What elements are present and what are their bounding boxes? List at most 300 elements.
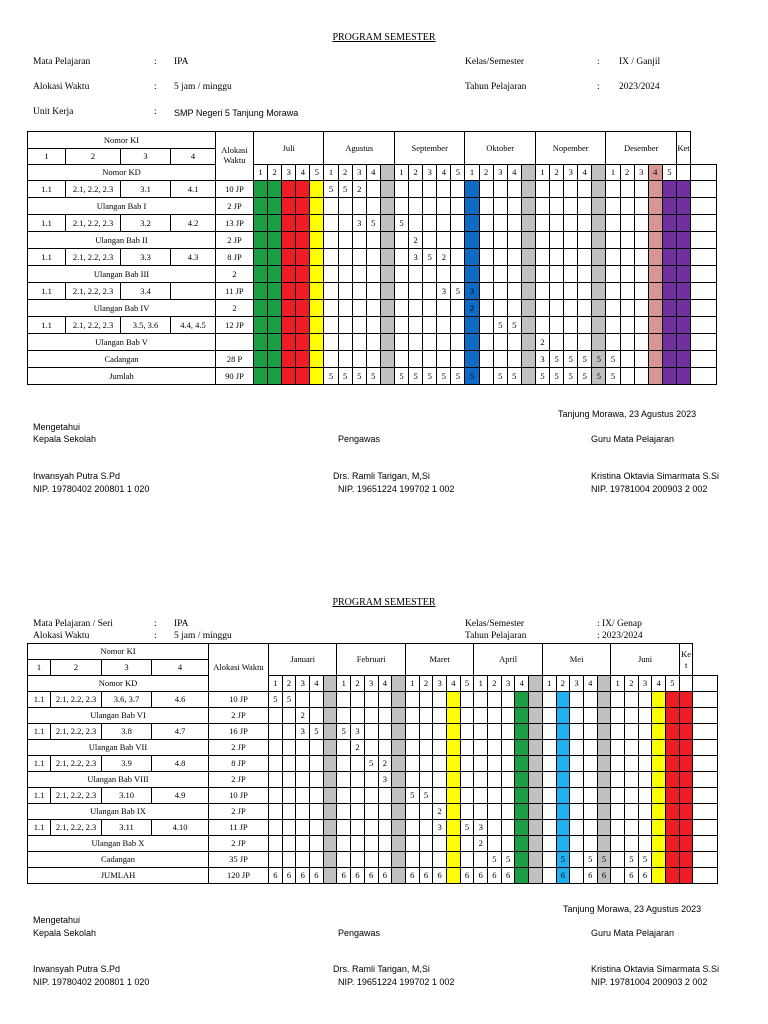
week-cell: [364, 708, 378, 724]
week-cell: [423, 334, 437, 351]
week-cell: 5: [366, 368, 380, 385]
ki3-cell: 3.10: [102, 788, 152, 804]
week-cell: [583, 756, 597, 772]
week-cell: [465, 181, 479, 198]
alokasi-cell: 2 JP: [209, 804, 269, 820]
week-number: 4: [366, 165, 380, 181]
week-cell: [451, 317, 465, 334]
week-cell: 5: [366, 215, 380, 232]
ki-col-header: 2: [51, 660, 102, 676]
table-row: [28, 181, 717, 198]
week-cell: [679, 772, 693, 788]
week-cell: [282, 836, 296, 852]
week-cell: [638, 740, 652, 756]
week-cell: 5: [597, 852, 611, 868]
week-cell: [564, 249, 578, 266]
week-cell: [648, 351, 662, 368]
week-cell: [364, 804, 378, 820]
week-cell: [338, 317, 352, 334]
week-cell: [625, 788, 639, 804]
week-cell: [606, 334, 620, 351]
week-cell: [437, 198, 451, 215]
table-row: [28, 249, 717, 266]
week-cell: 6: [488, 868, 502, 884]
week-cell: [451, 266, 465, 283]
ket-cell: [693, 772, 718, 788]
week-cell: [409, 300, 423, 317]
week-cell: [423, 317, 437, 334]
week-cell: [666, 804, 680, 820]
kepsek-name: Irwansyah Putra S.Pd: [33, 964, 121, 974]
week-cell: [507, 334, 521, 351]
week-number: 2: [620, 165, 634, 181]
week-cell: [366, 334, 380, 351]
week-cell: [507, 198, 521, 215]
ket-cell: [693, 804, 718, 820]
week-cell: [310, 708, 324, 724]
week-cell: [296, 334, 310, 351]
week-cell: 5: [338, 368, 352, 385]
week-cell: [338, 300, 352, 317]
week-cell: 5: [324, 181, 338, 198]
week-cell: 5: [606, 351, 620, 368]
week-cell: 5: [269, 692, 283, 708]
ket-cell: [691, 215, 717, 232]
week-cell: 5: [451, 283, 465, 300]
week-cell: [620, 266, 634, 283]
week-cell: [666, 836, 680, 852]
week-cell: [676, 368, 690, 385]
week-cell: [310, 351, 324, 368]
week-cell: [583, 836, 597, 852]
week-cell: [269, 788, 283, 804]
week-cell: 5: [405, 788, 419, 804]
week-cell: [323, 836, 337, 852]
week-cell: [620, 317, 634, 334]
week-cell: [542, 724, 556, 740]
alokasi-cell: 10 JP: [209, 692, 269, 708]
ki-col-header: 1: [28, 149, 66, 165]
month-header: Maret: [405, 644, 473, 676]
week-cell: [570, 772, 584, 788]
week-cell: [380, 198, 394, 215]
week-cell: [409, 215, 423, 232]
week-cell: 6: [433, 868, 447, 884]
week-cell: 6: [310, 868, 324, 884]
week-cell: [394, 249, 408, 266]
week-cell: [662, 215, 676, 232]
week-cell: [625, 692, 639, 708]
week-cell: [364, 724, 378, 740]
week-cell: [493, 266, 507, 283]
week-cell: [460, 836, 474, 852]
week-cell: [310, 215, 324, 232]
ki2-cell: 2.1, 2.2, 2.3: [66, 181, 121, 198]
week-cell: [507, 232, 521, 249]
week-cell: [529, 804, 543, 820]
ki4-cell: 4.7: [152, 724, 209, 740]
week-cell: [578, 283, 592, 300]
week-cell: [364, 820, 378, 836]
ket-cell: [691, 283, 717, 300]
table-row: [28, 198, 717, 215]
week-cell: [296, 788, 310, 804]
week-cell: [446, 836, 460, 852]
week-cell: 2: [352, 181, 366, 198]
week-cell: [323, 724, 337, 740]
week-number: 2: [488, 676, 502, 692]
week-cell: [597, 804, 611, 820]
week-cell: [515, 852, 529, 868]
ket-cell: [691, 181, 717, 198]
week-cell: [564, 181, 578, 198]
week-cell: [394, 198, 408, 215]
week-cell: [564, 300, 578, 317]
week-cell: [620, 368, 634, 385]
week-cell: [666, 820, 680, 836]
week-cell: 5: [352, 368, 366, 385]
week-cell: [550, 232, 564, 249]
week-cell: 6: [474, 868, 488, 884]
week-cell: [460, 692, 474, 708]
week-cell: [679, 740, 693, 756]
week-cell: [296, 215, 310, 232]
week-cell: [535, 198, 549, 215]
week-cell: [507, 266, 521, 283]
ki-col-header: 2: [66, 149, 121, 165]
week-cell: [394, 334, 408, 351]
ki2-cell: 2.1, 2.2, 2.3: [51, 724, 102, 740]
alokasi-cell: 28 P: [216, 351, 254, 368]
week-cell: [419, 852, 433, 868]
week-cell: [394, 317, 408, 334]
kepsek-name: Irwansyah Putra S.Pd: [33, 471, 121, 481]
week-cell: [666, 772, 680, 788]
kelas-label: Kelas/Semester: [465, 619, 525, 629]
week-cell: [392, 756, 406, 772]
week-cell: [501, 692, 515, 708]
week-cell: [662, 334, 676, 351]
week-cell: [254, 334, 268, 351]
month-header: Februari: [337, 644, 405, 676]
week-cell: [282, 772, 296, 788]
week-cell: [648, 334, 662, 351]
week-cell: [338, 215, 352, 232]
week-cell: [529, 692, 543, 708]
week-cell: [352, 317, 366, 334]
week-number: 1: [606, 165, 620, 181]
ki3-cell: 3.1: [121, 181, 171, 198]
week-cell: [474, 772, 488, 788]
alokasi-label: Alokasi Waktu: [33, 82, 90, 92]
week-cell: [364, 788, 378, 804]
week-cell: [465, 249, 479, 266]
week-cell: 5: [556, 852, 570, 868]
ki1-cell: 1.1: [28, 317, 66, 334]
week-cell: [394, 283, 408, 300]
nomor-kd-header: Nomor KD: [28, 165, 216, 181]
week-cell: [521, 181, 535, 198]
week-cell: 5: [423, 249, 437, 266]
ki1-cell: 1.1: [28, 181, 66, 198]
ket-cell: [693, 724, 718, 740]
week-cell: [460, 740, 474, 756]
week-cell: [479, 215, 493, 232]
week-cell: [423, 351, 437, 368]
month-header: September: [394, 132, 464, 165]
row-label: Ulangan Bab III: [28, 266, 216, 283]
week-number: [521, 165, 535, 181]
week-cell: [282, 351, 296, 368]
week-cell: [451, 232, 465, 249]
week-cell: [433, 756, 447, 772]
week-cell: [529, 772, 543, 788]
ki1-cell: 1.1: [28, 820, 51, 836]
week-cell: 3: [437, 283, 451, 300]
ki-col-header: 3: [102, 660, 152, 676]
week-cell: [620, 283, 634, 300]
week-cell: [296, 740, 310, 756]
week-cell: [446, 852, 460, 868]
week-cell: [488, 756, 502, 772]
week-cell: [352, 300, 366, 317]
week-cell: [324, 215, 338, 232]
week-cell: 3: [535, 351, 549, 368]
ki2-cell: 2.1, 2.2, 2.3: [66, 283, 121, 300]
week-cell: [465, 215, 479, 232]
week-cell: [324, 351, 338, 368]
week-cell: [394, 266, 408, 283]
week-cell: [556, 836, 570, 852]
ki2-cell: 2.1, 2.2, 2.3: [66, 317, 121, 334]
week-cell: [296, 368, 310, 385]
week-cell: 5: [394, 215, 408, 232]
week-cell: [570, 740, 584, 756]
week-cell: [366, 249, 380, 266]
week-number: [323, 676, 337, 692]
ki4-cell: 4.10: [152, 820, 209, 836]
week-cell: [392, 836, 406, 852]
week-cell: [310, 692, 324, 708]
week-cell: [423, 300, 437, 317]
week-cell: [282, 788, 296, 804]
week-cell: [282, 198, 296, 215]
week-cell: [666, 692, 680, 708]
week-cell: [419, 740, 433, 756]
week-cell: [446, 724, 460, 740]
pengawas-name: Drs. Ramli Tarigan, M,Si: [333, 471, 430, 481]
table-row: [28, 788, 718, 804]
week-cell: [564, 334, 578, 351]
week-cell: [351, 772, 365, 788]
week-cell: [652, 804, 666, 820]
week-cell: [254, 266, 268, 283]
kelas-label: Kelas/Semester: [465, 57, 525, 67]
week-cell: [529, 756, 543, 772]
row-label: Ulangan Bab VIII: [28, 772, 209, 788]
week-cell: [556, 820, 570, 836]
guru-nip: NIP. 19781004 200903 2 002: [591, 977, 708, 987]
colon: :: [597, 57, 600, 67]
week-cell: 5: [625, 852, 639, 868]
week-cell: [666, 740, 680, 756]
week-cell: [366, 300, 380, 317]
alokasi-cell: 11 JP: [216, 283, 254, 300]
week-cell: [268, 198, 282, 215]
table-row: [28, 215, 717, 232]
week-cell: [501, 772, 515, 788]
week-cell: [648, 232, 662, 249]
ket-cell: [691, 300, 717, 317]
week-cell: [652, 724, 666, 740]
week-cell: [324, 317, 338, 334]
mapel-label: Mata Pelajaran: [33, 57, 91, 67]
ket-cell: [691, 334, 717, 351]
week-cell: [634, 300, 648, 317]
week-cell: [507, 249, 521, 266]
week-cell: [620, 300, 634, 317]
week-cell: [501, 708, 515, 724]
colon: :: [154, 631, 157, 641]
tahun-label: Tahun Pelajaran: [465, 82, 527, 92]
ki2-cell: 2.1, 2.2, 2.3: [66, 215, 121, 232]
week-cell: [606, 249, 620, 266]
week-cell: [652, 852, 666, 868]
week-cell: [515, 708, 529, 724]
week-cell: [310, 836, 324, 852]
ket-cell: [691, 249, 717, 266]
week-cell: [578, 232, 592, 249]
alokasi-cell: 13 JP: [216, 215, 254, 232]
week-number: 1: [337, 676, 351, 692]
kepsek-nip: NIP. 19780402 200801 1 020: [33, 484, 150, 494]
week-cell: 3: [433, 820, 447, 836]
week-number: 3: [634, 165, 648, 181]
mengetahui-label: Mengetahui: [33, 422, 81, 432]
week-cell: [474, 804, 488, 820]
week-cell: [282, 852, 296, 868]
week-cell: [515, 692, 529, 708]
week-cell: [662, 317, 676, 334]
week-cell: [556, 740, 570, 756]
week-cell: 6: [269, 868, 283, 884]
week-cell: [521, 249, 535, 266]
week-cell: [652, 756, 666, 772]
week-cell: [405, 740, 419, 756]
row-label: Ulangan Bab II: [28, 232, 216, 249]
week-cell: [679, 868, 693, 884]
week-cell: [405, 724, 419, 740]
week-cell: [282, 724, 296, 740]
month-header: Januari: [269, 644, 337, 676]
week-cell: [515, 820, 529, 836]
alokasi-cell: 2 JP: [209, 708, 269, 724]
week-cell: [380, 283, 394, 300]
page-title: PROGRAM SEMESTER: [332, 32, 436, 43]
table-row: [28, 368, 717, 385]
ki3-cell: 3.5, 3.6: [121, 317, 171, 334]
week-cell: 6: [405, 868, 419, 884]
ket-cell: [693, 676, 718, 692]
week-cell: [282, 232, 296, 249]
guru-name: Kristina Oktavia Simarmata S.Si: [591, 471, 720, 481]
alokasi-cell: 90 JP: [216, 368, 254, 385]
week-cell: [446, 740, 460, 756]
week-cell: [405, 836, 419, 852]
kepsek-title: Kepala Sekolah: [33, 434, 97, 444]
ki2-cell: 2.1, 2.2, 2.3: [51, 756, 102, 772]
week-cell: [515, 756, 529, 772]
week-cell: [606, 300, 620, 317]
week-cell: [451, 351, 465, 368]
week-cell: [583, 820, 597, 836]
week-number: 3: [352, 165, 366, 181]
week-cell: [392, 820, 406, 836]
week-cell: 2: [351, 740, 365, 756]
week-cell: [611, 820, 625, 836]
table-row: [28, 283, 717, 300]
week-cell: [392, 740, 406, 756]
week-cell: [460, 804, 474, 820]
week-cell: [634, 198, 648, 215]
week-cell: [620, 232, 634, 249]
week-cell: [583, 740, 597, 756]
week-cell: [501, 756, 515, 772]
week-cell: [433, 772, 447, 788]
alokasi-header: Alokasi Waktu: [216, 132, 254, 181]
row-label: Ulangan Bab X: [28, 836, 209, 852]
week-cell: [666, 756, 680, 772]
week-cell: [465, 198, 479, 215]
week-cell: [479, 317, 493, 334]
week-number: 1: [611, 676, 625, 692]
week-cell: [378, 820, 392, 836]
week-cell: [556, 772, 570, 788]
week-cell: 5: [606, 368, 620, 385]
week-cell: [676, 232, 690, 249]
week-cell: [419, 820, 433, 836]
ki3-cell: 3.11: [102, 820, 152, 836]
week-number: 4: [378, 676, 392, 692]
week-cell: [460, 788, 474, 804]
week-cell: [479, 368, 493, 385]
table-row: [28, 692, 718, 708]
week-number: 4: [648, 165, 662, 181]
table-row: [28, 756, 718, 772]
week-cell: [269, 804, 283, 820]
alokasi-cell: 2 JP: [209, 772, 269, 788]
ki2-cell: 2.1, 2.2, 2.3: [51, 788, 102, 804]
week-cell: [378, 740, 392, 756]
week-cell: [419, 772, 433, 788]
ki1-cell: 1.1: [28, 283, 66, 300]
week-cell: [392, 772, 406, 788]
week-cell: [634, 266, 648, 283]
week-cell: 5: [592, 351, 606, 368]
week-cell: 2: [437, 249, 451, 266]
ki4-cell: [171, 283, 216, 300]
week-cell: [493, 300, 507, 317]
week-cell: [625, 772, 639, 788]
week-cell: [570, 820, 584, 836]
week-cell: [460, 708, 474, 724]
week-cell: [310, 820, 324, 836]
week-cell: [662, 232, 676, 249]
week-cell: [380, 249, 394, 266]
week-cell: [501, 820, 515, 836]
week-cell: 5: [409, 368, 423, 385]
table-row: [28, 804, 718, 820]
